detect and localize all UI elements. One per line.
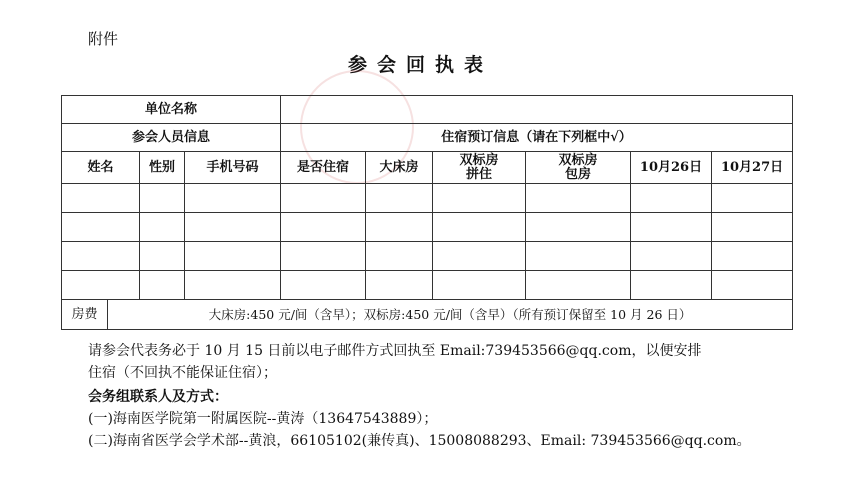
twin-whole-cell[interactable] <box>526 213 631 242</box>
oct-26-cell[interactable] <box>631 242 712 271</box>
twin-whole-cell[interactable] <box>526 242 631 271</box>
notes-line-1: 请参会代表务必于 10 月 15 日前以电子邮件方式回执至 Email:739453566@qq.com，以便安排 <box>88 343 702 359</box>
gender-cell[interactable] <box>140 184 185 213</box>
col-oct-26: 10月26日 <box>631 152 712 184</box>
col-twin-shared: 双标房 拼住 <box>433 152 526 184</box>
phone-cell[interactable] <box>185 271 281 300</box>
twin-shared-cell[interactable] <box>433 242 526 271</box>
lodging-cell[interactable] <box>281 213 366 242</box>
oct-27-cell[interactable] <box>712 184 793 213</box>
phone-cell[interactable] <box>185 213 281 242</box>
oct-26-cell[interactable] <box>631 213 712 242</box>
col-lodging: 是否住宿 <box>281 152 366 184</box>
twin-shared-cell[interactable] <box>433 271 526 300</box>
registration-form-table <box>61 95 793 330</box>
twin-whole-cell[interactable] <box>526 271 631 300</box>
participant-info-header: 参会人员信息 <box>62 124 281 152</box>
room-fee-label: 房费 <box>62 300 108 330</box>
unit-name-field[interactable] <box>281 96 793 124</box>
king-room-cell[interactable] <box>366 213 433 242</box>
notes-section <box>88 340 798 452</box>
room-fee-text: 大床房:450 元/间（含早）；双标房:450 元/间（含早）（所有预订保留至 10 月 26 日） <box>108 300 793 330</box>
twin-whole-cell[interactable] <box>526 184 631 213</box>
name-cell[interactable] <box>62 184 140 213</box>
attachment-label: 附件 <box>88 30 119 48</box>
phone-cell[interactable] <box>185 242 281 271</box>
king-room-cell[interactable] <box>366 184 433 213</box>
col-phone: 手机号码 <box>185 152 281 184</box>
col-gender: 性别 <box>140 152 185 184</box>
contact-2: (二)海南省医学会学术部--黄浪，66105102(兼传真)、15008088293、Email: 739453566@qq.com。 <box>88 433 751 449</box>
col-twin-whole: 双标房 包房 <box>526 152 631 184</box>
form-title: 参会回执表 <box>347 54 493 76</box>
oct-26-cell[interactable] <box>631 184 712 213</box>
table-row <box>62 213 793 242</box>
name-cell[interactable] <box>62 213 140 242</box>
table-row <box>62 242 793 271</box>
twin-shared-cell[interactable] <box>433 213 526 242</box>
table-row <box>62 271 793 300</box>
table-row <box>62 184 793 213</box>
name-cell[interactable] <box>62 242 140 271</box>
col-oct-27: 10月27日 <box>712 152 793 184</box>
contact-1: (一)海南医学院第一附属医院--黄涛（13647543889）； <box>88 411 438 427</box>
gender-cell[interactable] <box>140 271 185 300</box>
lodging-cell[interactable] <box>281 242 366 271</box>
notes-line-2: 住宿（不回执不能保证住宿）； <box>88 365 277 381</box>
king-room-cell[interactable] <box>366 242 433 271</box>
name-cell[interactable] <box>62 271 140 300</box>
phone-cell[interactable] <box>185 184 281 213</box>
lodging-cell[interactable] <box>281 184 366 213</box>
oct-27-cell[interactable] <box>712 213 793 242</box>
contact-title: 会务组联系人及方式： <box>88 389 228 405</box>
lodging-info-header: 住宿预订信息（请在下列框中√） <box>281 124 793 152</box>
twin-shared-cell[interactable] <box>433 184 526 213</box>
king-room-cell[interactable] <box>366 271 433 300</box>
oct-27-cell[interactable] <box>712 242 793 271</box>
lodging-cell[interactable] <box>281 271 366 300</box>
gender-cell[interactable] <box>140 213 185 242</box>
col-king-room: 大床房 <box>366 152 433 184</box>
oct-27-cell[interactable] <box>712 271 793 300</box>
oct-26-cell[interactable] <box>631 271 712 300</box>
gender-cell[interactable] <box>140 242 185 271</box>
col-name: 姓名 <box>62 152 140 184</box>
unit-name-label: 单位名称 <box>62 96 281 124</box>
